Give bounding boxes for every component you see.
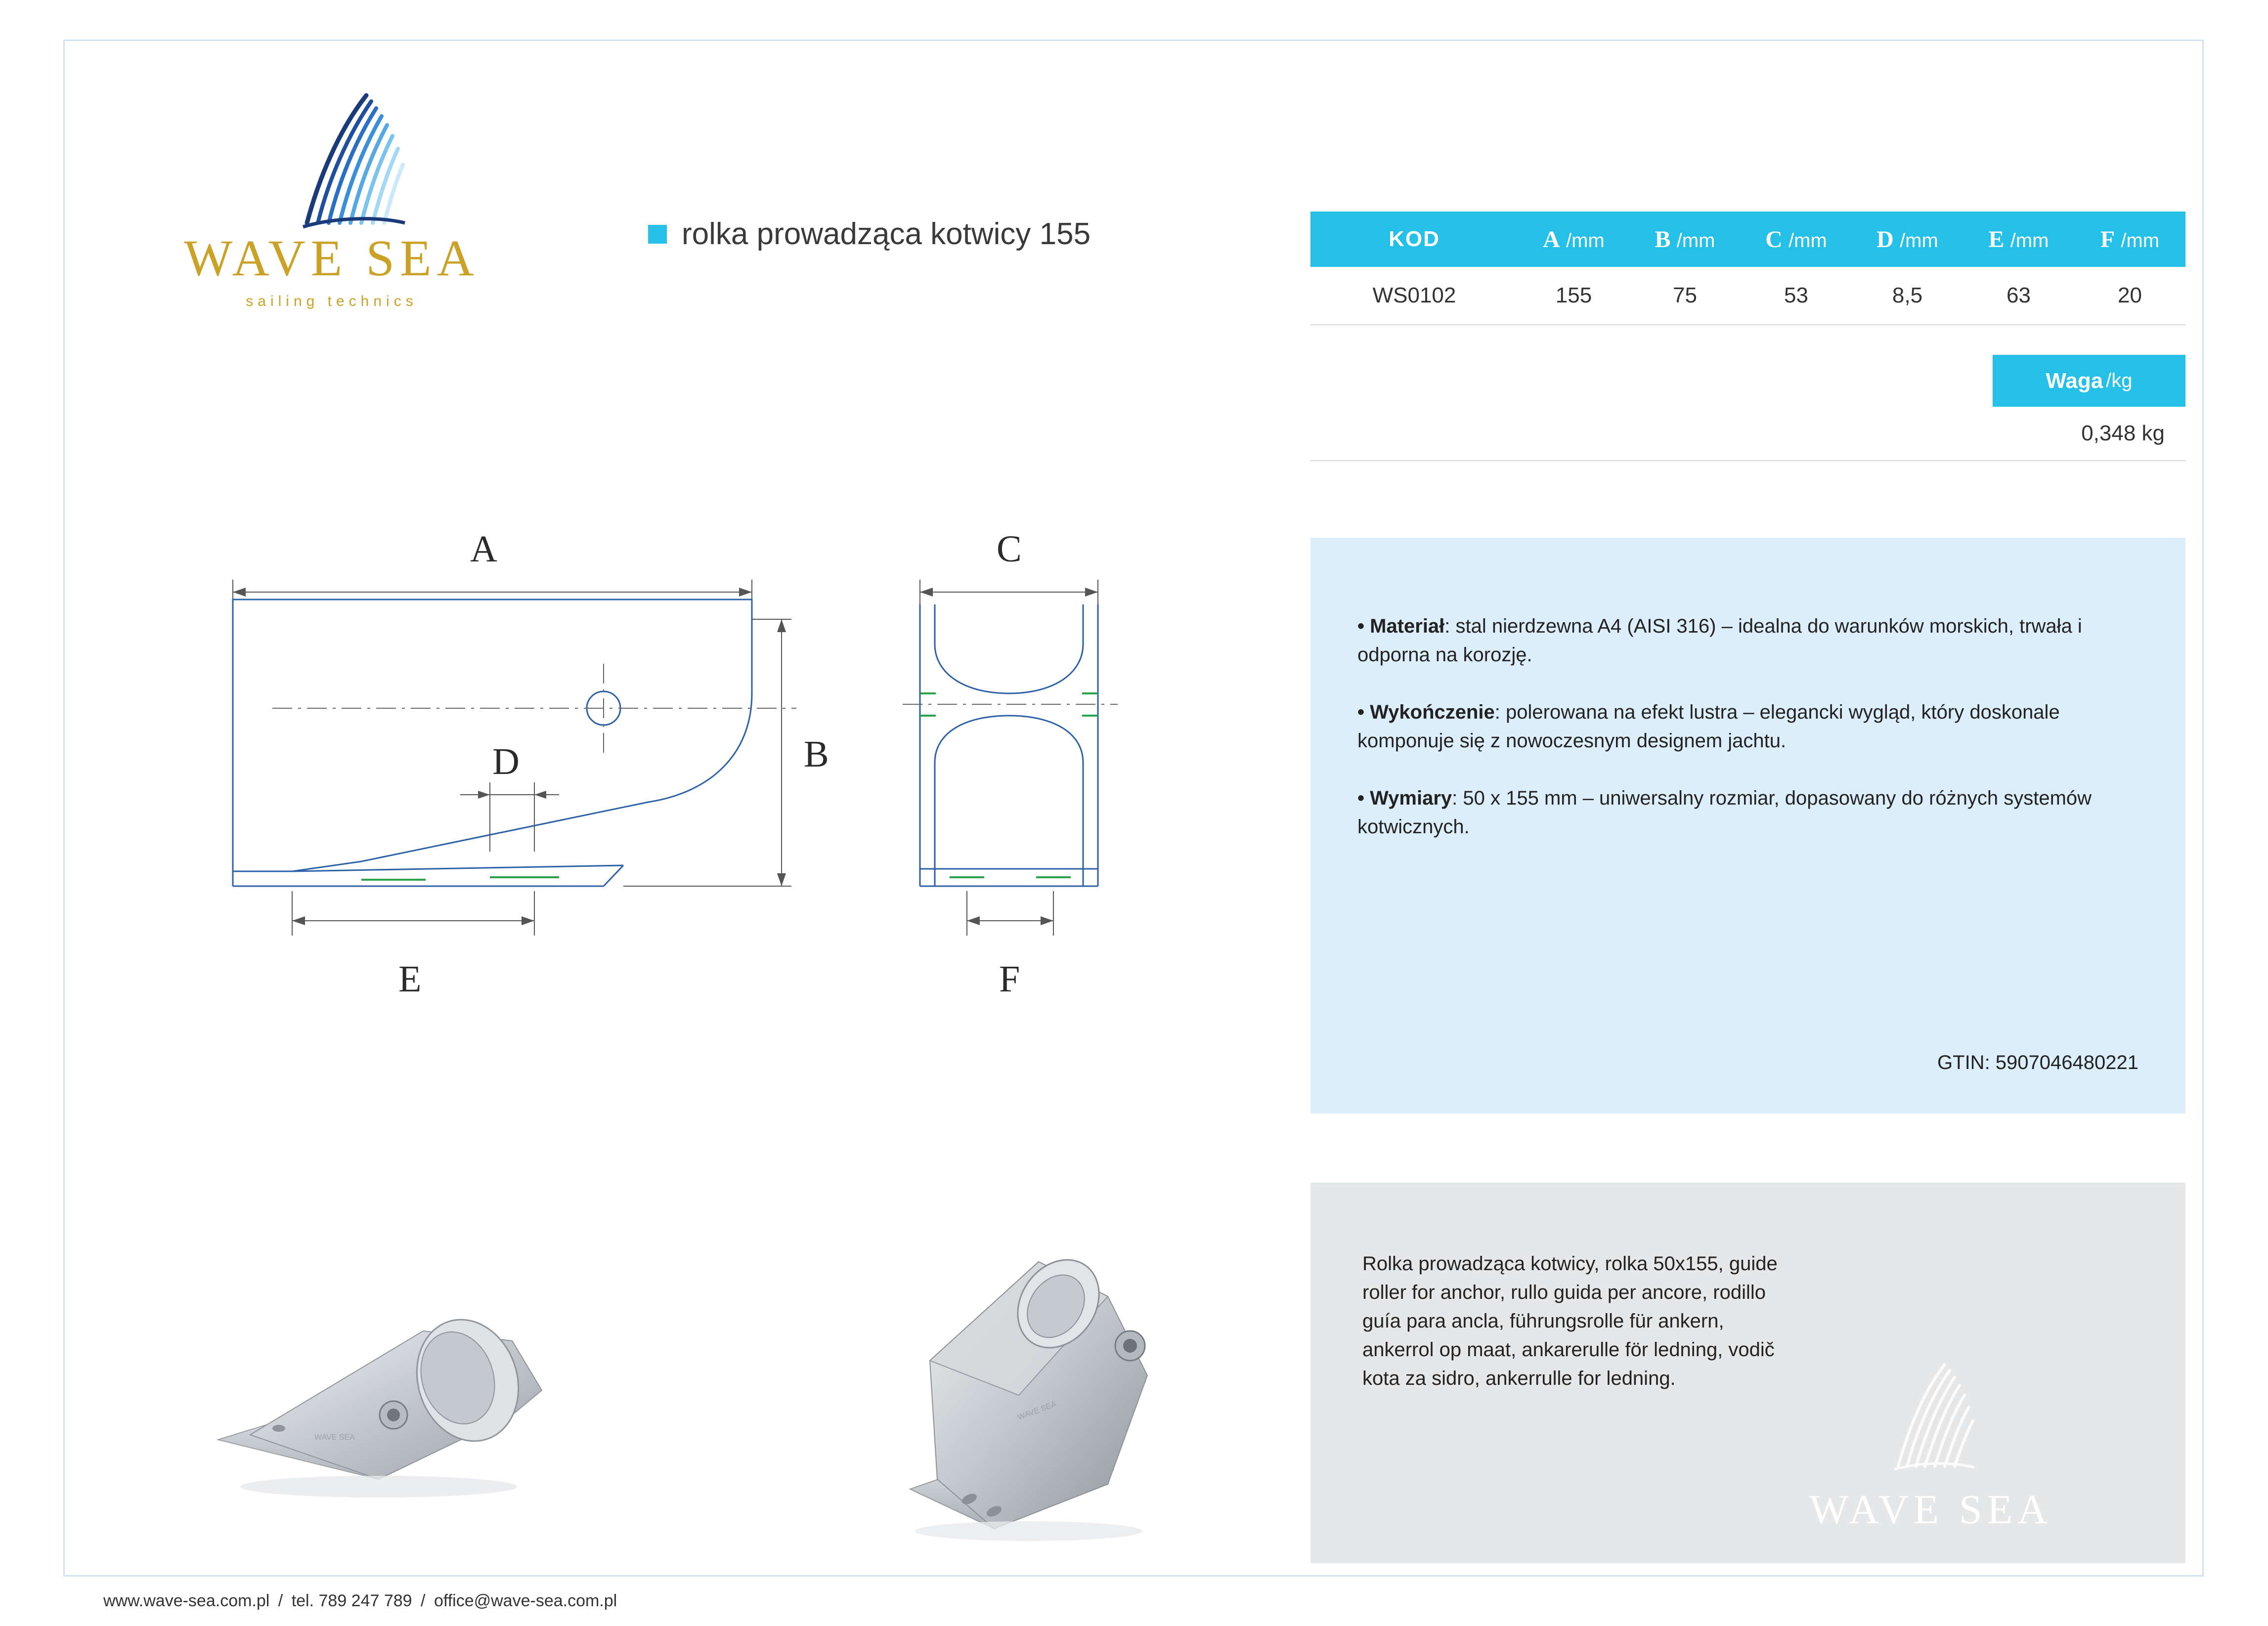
info-item-finish	[1357, 698, 2138, 755]
cell-e: 63	[2006, 283, 2031, 307]
svg-text:WAVE SEA: WAVE SEA	[1016, 1400, 1058, 1422]
product-photo-2	[762, 1183, 1343, 1563]
column-header-c: C /mm	[1765, 226, 1827, 253]
brand-name: WAVE SEA	[184, 230, 480, 287]
info-item-finish-label: • Wykończenie	[1357, 701, 1495, 723]
footer	[101, 1591, 619, 1611]
product-photo-1	[166, 1183, 747, 1563]
footer-phone: tel. 789 247 789	[291, 1591, 412, 1610]
column-header-a: A /mm	[1543, 226, 1605, 253]
footer-separator-1: /	[278, 1591, 283, 1610]
table-row	[1310, 267, 2185, 325]
dimension-label-d: D	[492, 741, 520, 782]
dimension-label-b: B	[804, 733, 829, 775]
cell-c: 53	[1784, 283, 1808, 307]
info-item-material	[1357, 612, 2138, 669]
info-item-material-text: : stal nierdzewna A4 (AISI 316) – idealna do warunków morskich, trwała i odporna na korozję.	[1357, 615, 2082, 666]
sail-watermark-icon	[1886, 1361, 1978, 1474]
spec-table	[1310, 212, 2185, 445]
weight-header-unit: /kg	[2106, 370, 2133, 391]
cell-b: 75	[1673, 283, 1697, 307]
column-header-b: B /mm	[1655, 226, 1715, 253]
dimension-label-a: A	[470, 528, 497, 570]
info-item-dimensions-label: • Wymiary	[1357, 787, 1452, 809]
column-header-kod: KOD	[1389, 227, 1440, 251]
info-item-material-label: • Materiał	[1357, 615, 1445, 637]
description-panel	[1310, 1183, 2185, 1563]
brand-logo	[159, 86, 534, 372]
info-panel	[1310, 538, 2185, 1113]
watermark-brand-name: WAVE SEA	[1809, 1487, 2052, 1533]
info-item-dimensions-text: : 50 x 155 mm – uniwersalny rozmiar, dopasowany do różnych systemów kotwicznych.	[1357, 787, 2092, 838]
info-item-dimensions	[1357, 784, 2138, 841]
svg-text:WAVE SEA: WAVE SEA	[314, 1433, 355, 1442]
product-title-row	[648, 216, 1090, 252]
dimension-label-f: F	[999, 958, 1020, 1000]
square-bullet-icon	[648, 225, 667, 244]
dimension-label-e: E	[398, 958, 422, 1000]
spec-table-header	[1310, 212, 2185, 267]
technical-drawing	[213, 528, 1217, 1128]
cell-f: 20	[2118, 283, 2142, 307]
cell-code: WS0102	[1372, 283, 1456, 307]
description-text: Rolka prowadząca kotwicy, rolka 50x155, guide roller for anchor, rullo guida per ancore, rodillo guía para ancla, führungsrolle für ankern, ankerrol op maat, ankarerulle för ledning, vodič kota za sidro, ankerrulle for ledning.	[1362, 1253, 1778, 1389]
cell-a: 155	[1555, 283, 1592, 307]
dimension-label-c: C	[997, 528, 1022, 570]
gtin-value: GTIN: 5907046480221	[1937, 1052, 2138, 1073]
sail-logo-icon	[292, 90, 411, 234]
weight-header-label: Waga	[2046, 368, 2103, 393]
brand-tagline: sailing technics	[246, 293, 418, 309]
weight-header	[1993, 355, 2185, 407]
column-header-d: D /mm	[1876, 226, 1938, 253]
column-header-e: E /mm	[1988, 226, 2049, 253]
weight-value: 0,348 kg	[1310, 407, 2185, 461]
footer-email[interactable]: office@wave-sea.com.pl	[434, 1591, 617, 1610]
page-title: rolka prowadząca kotwicy 155	[682, 217, 1091, 251]
info-item-finish-text: : polerowana na efekt lustra – elegancki wygląd, który doskonale komponuje się z nowoczesnym designem jachtu.	[1357, 701, 2060, 752]
document-sheet	[63, 40, 2204, 1577]
cell-d: 8,5	[1892, 283, 1923, 307]
footer-website[interactable]: www.wave-sea.com.pl	[103, 1591, 270, 1610]
footer-separator-2: /	[421, 1591, 426, 1610]
column-header-f: F /mm	[2100, 226, 2160, 253]
